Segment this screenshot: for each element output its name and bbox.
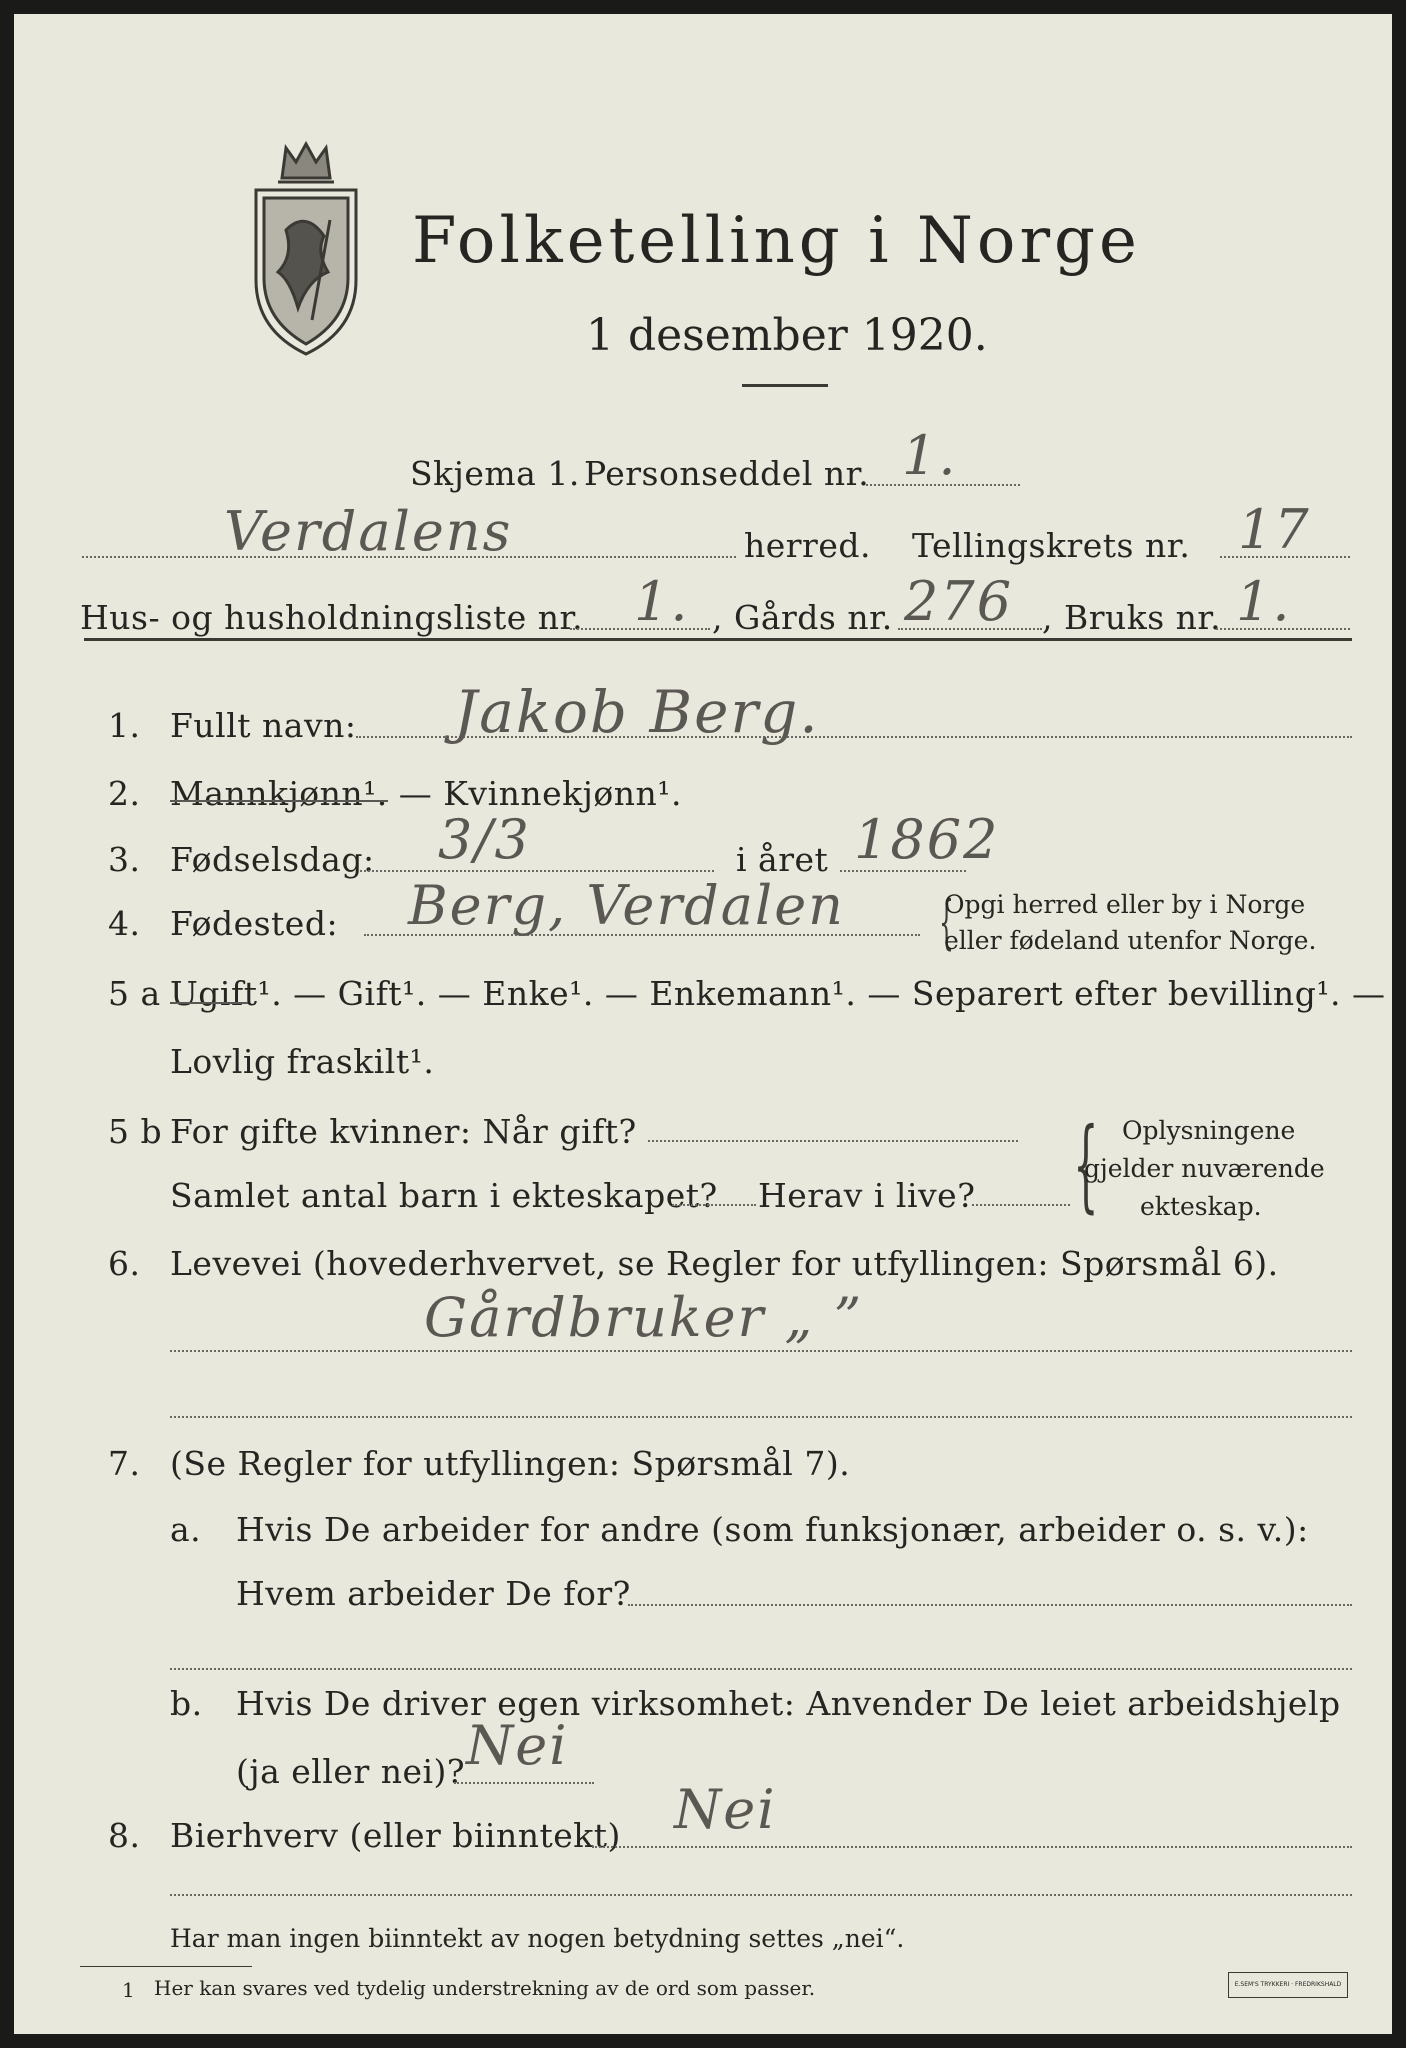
footnote-text: Her kan svares ved tydelig understrekning av de ord som passer.	[154, 1976, 816, 2000]
q5b-barn-label: Samlet antal barn i ekteskapet?	[170, 1176, 718, 1215]
q7b-letter: b.	[170, 1684, 203, 1723]
q7a-line2: Hvem arbeider De for?	[236, 1574, 631, 1613]
herred-value: Verdalens	[224, 500, 513, 563]
q7-label: (Se Regler for utfyllingen: Spørsmål 7).	[170, 1444, 851, 1483]
personseddel-value: 1.	[902, 424, 958, 487]
q4-number: 4.	[108, 904, 141, 943]
q4-label: Fødested:	[170, 904, 339, 943]
herred-label: herred.	[744, 526, 871, 565]
q1-value: Jakob Berg.	[454, 678, 820, 746]
coat-of-arms-icon	[242, 140, 370, 360]
q8-label: Bierhverv (eller biinntekt)	[170, 1816, 621, 1855]
q2-underline-mannkjonn	[170, 800, 388, 802]
q5b-number: 5 b	[108, 1112, 163, 1151]
personseddel-label: Personseddel nr.	[584, 454, 870, 493]
gards-label: , Gårds nr.	[712, 598, 893, 637]
q8-line	[592, 1846, 1352, 1848]
q6-value: Gårdbruker „ ”	[424, 1286, 864, 1349]
q7-number: 7.	[108, 1444, 141, 1483]
q4-note-brace: {	[939, 888, 954, 956]
q7b-line1: Hvis De driver egen virksomhet: Anvender De leiet arbeidshjelp	[236, 1684, 1341, 1723]
q6-number: 6.	[108, 1244, 141, 1283]
q7b-line2: (ja eller nei)?	[236, 1752, 466, 1791]
q7a-letter: a.	[170, 1510, 202, 1549]
q5b-barn-line	[672, 1204, 756, 1206]
q2-number: 2.	[108, 774, 141, 813]
q5b-gift-line	[648, 1140, 1018, 1142]
census-form-sheet	[14, 14, 1392, 2034]
q3-day-line	[360, 870, 714, 872]
q7b-answer-line	[454, 1782, 594, 1784]
footnote-mark: 1	[122, 1978, 135, 2002]
q5b-note-line2: gjelder nuværende	[1084, 1154, 1325, 1183]
q6-line2	[170, 1416, 1352, 1418]
footnote-divider	[80, 1966, 252, 1967]
footer-note: Har man ingen biinntekt av nogen betydning settes „nei“.	[170, 1924, 905, 1953]
q3-year-value: 1862	[854, 808, 1000, 871]
q3-number: 3.	[108, 840, 141, 879]
husholdningsliste-value: 1.	[634, 570, 690, 633]
q5b-note-brace: {	[1073, 1106, 1099, 1223]
q5a-line1: Ugift¹. — Gift¹. — Enke¹. — Enkemann¹. — Separert efter bevilling¹. —	[170, 974, 1386, 1013]
q5a-underline-ugift	[170, 1002, 248, 1004]
q6-line1	[170, 1350, 1352, 1352]
q1-number: 1.	[108, 706, 141, 745]
q3-day-value: 3/3	[438, 808, 531, 871]
q2-text: Mannkjønn¹. — Kvinnekjønn¹.	[170, 774, 682, 813]
q4-value: Berg, Verdalen	[408, 874, 845, 937]
printer-mark: E.SEM'S TRYKKERI · FREDRIKSHALD	[1228, 1972, 1348, 1998]
q7b-value: Nei	[466, 1714, 569, 1777]
skjema-label: Skjema 1.	[410, 454, 580, 493]
q7a-line1: Hvis De arbeider for andre (som funksjonær, arbeider o. s. v.):	[236, 1510, 1309, 1549]
q1-label: Fullt navn:	[170, 706, 357, 745]
q5a-line2: Lovlig fraskilt¹.	[170, 1042, 435, 1081]
q5b-note-line3: ekteskap.	[1140, 1192, 1262, 1221]
tellingskrets-value: 17	[1238, 498, 1311, 561]
gards-value: 276	[904, 570, 1014, 633]
q5b-ilive-line	[972, 1204, 1070, 1206]
q5a-number: 5 a	[108, 974, 161, 1013]
q3-year-label: i året	[736, 840, 829, 879]
q3-label: Fødselsdag:	[170, 840, 375, 879]
q5b-ilive-label: Herav i live?	[758, 1176, 976, 1215]
header-divider	[84, 638, 1352, 641]
bruks-value: 1.	[1236, 570, 1292, 633]
q5b-line1: For gifte kvinner: Når gift?	[170, 1112, 637, 1151]
q7a-line	[628, 1604, 1352, 1606]
q8-value: Nei	[674, 1778, 777, 1841]
title-divider	[742, 384, 828, 387]
tellingskrets-label: Tellingskrets nr.	[912, 526, 1191, 565]
q8-number: 8.	[108, 1816, 141, 1855]
bruks-label: , Bruks nr.	[1042, 598, 1222, 637]
q4-note-line1: Opgi herred eller by i Norge	[944, 890, 1306, 919]
q8-extra-line	[170, 1894, 1352, 1896]
q4-note-line2: eller fødeland utenfor Norge.	[944, 926, 1317, 955]
q7a-extra-line	[170, 1668, 1352, 1670]
q5b-note-line1: Oplysningene	[1122, 1116, 1296, 1145]
q6-label: Levevei (hovederhvervet, se Regler for utfyllingen: Spørsmål 6).	[170, 1244, 1279, 1283]
census-date: 1 desember 1920.	[586, 310, 988, 361]
husholdningsliste-label: Hus- og husholdningsliste nr.	[80, 598, 584, 637]
form-title: Folketelling i Norge	[412, 204, 1141, 278]
